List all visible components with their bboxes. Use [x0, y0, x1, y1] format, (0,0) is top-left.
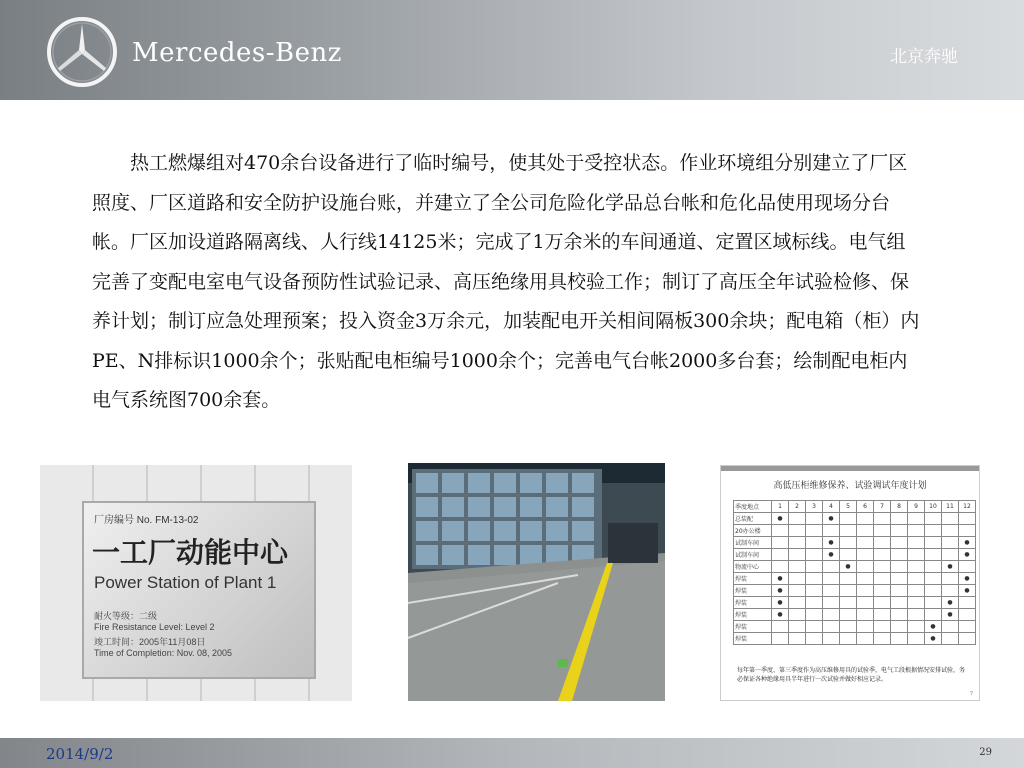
- warehouse-scene: [408, 463, 665, 701]
- plan-empty-cell: [925, 549, 942, 561]
- plan-month-header: 7: [874, 501, 891, 513]
- plan-empty-cell: [891, 573, 908, 585]
- plan-empty-cell: [942, 513, 959, 525]
- plan-row: [734, 525, 976, 537]
- plan-mark-cell: ●: [840, 561, 857, 573]
- plan-month-header: 4: [823, 501, 840, 513]
- plan-empty-cell: [806, 573, 823, 585]
- plan-empty-cell: [908, 621, 925, 633]
- plant-sign: [82, 501, 316, 679]
- plan-mark-cell: ●: [823, 537, 840, 549]
- plan-empty-cell: [823, 609, 840, 621]
- plan-empty-cell: [806, 633, 823, 645]
- plan-month-header: 10: [925, 501, 942, 513]
- plan-empty-cell: [908, 585, 925, 597]
- plan-month-header: 11: [942, 501, 959, 513]
- plan-empty-cell: [908, 597, 925, 609]
- plan-mark-cell: ●: [823, 513, 840, 525]
- plan-month-header: 6: [857, 501, 874, 513]
- sign-date-cn: 竣工时间：2005年11月08日: [94, 637, 206, 647]
- plan-empty-cell: [840, 609, 857, 621]
- plan-row-label: 焊装: [734, 621, 772, 633]
- mercedes-star-logo-icon: [46, 16, 118, 88]
- plan-top-bar: [721, 466, 979, 471]
- plan-month-header: 1: [772, 501, 789, 513]
- plan-empty-cell: [891, 537, 908, 549]
- sign-title-cn: 一工厂动能中心: [92, 537, 289, 568]
- plan-empty-cell: [925, 597, 942, 609]
- plan-empty-cell: [789, 609, 806, 621]
- plan-empty-cell: [772, 537, 789, 549]
- plan-month-header: 12: [959, 501, 976, 513]
- plan-row: [734, 561, 976, 573]
- plan-mark-cell: ●: [772, 597, 789, 609]
- plan-empty-cell: [857, 525, 874, 537]
- plan-empty-cell: [959, 609, 976, 621]
- plan-empty-cell: [942, 621, 959, 633]
- plan-empty-cell: [789, 573, 806, 585]
- plan-empty-cell: [806, 585, 823, 597]
- plan-header-row: [734, 501, 976, 513]
- plan-empty-cell: [891, 525, 908, 537]
- region-label: 北京奔驰: [890, 47, 958, 67]
- plan-empty-cell: [874, 513, 891, 525]
- plan-empty-cell: [874, 633, 891, 645]
- plan-title: 高低压柜维修保养、试验调试年度计划: [773, 481, 927, 491]
- plan-empty-cell: [772, 561, 789, 573]
- plan-empty-cell: [959, 621, 976, 633]
- plan-empty-cell: [789, 585, 806, 597]
- plan-empty-cell: [772, 633, 789, 645]
- plan-empty-cell: [840, 573, 857, 585]
- plan-empty-cell: [925, 537, 942, 549]
- plan-row: [734, 633, 976, 645]
- plan-empty-cell: [823, 633, 840, 645]
- plan-empty-cell: [874, 537, 891, 549]
- plan-row-label: 物流中心: [734, 561, 772, 573]
- plan-empty-cell: [891, 621, 908, 633]
- plan-empty-cell: [806, 537, 823, 549]
- plan-empty-cell: [908, 513, 925, 525]
- plan-empty-cell: [925, 609, 942, 621]
- plan-empty-cell: [806, 561, 823, 573]
- plan-empty-cell: [874, 585, 891, 597]
- plan-empty-cell: [874, 525, 891, 537]
- plan-empty-cell: [823, 525, 840, 537]
- plan-empty-cell: [891, 585, 908, 597]
- plan-empty-cell: [840, 585, 857, 597]
- plan-empty-cell: [789, 549, 806, 561]
- plan-row-label: 焊装: [734, 633, 772, 645]
- plan-mark-cell: ●: [959, 549, 976, 561]
- plan-mark-cell: ●: [959, 573, 976, 585]
- sign-date-en: Time of Completion: Nov. 08, 2005: [94, 648, 233, 658]
- plan-empty-cell: [874, 621, 891, 633]
- plan-empty-cell: [840, 537, 857, 549]
- plan-header-label: 季度地点: [734, 501, 772, 513]
- plan-empty-cell: [772, 621, 789, 633]
- plan-empty-cell: [857, 513, 874, 525]
- plan-month-header: 2: [789, 501, 806, 513]
- plan-empty-cell: [789, 525, 806, 537]
- plan-empty-cell: [908, 537, 925, 549]
- plan-note: 每年第一季度、第三季度作为高压维修用具的试验季，电气工段根据情况安排试验，务必保证各种绝缘用具半年进行一次试验并做好相应记录。: [737, 667, 966, 683]
- rack-stacks: [412, 469, 602, 569]
- plan-row-label: 焊装: [734, 585, 772, 597]
- plan-empty-cell: [789, 633, 806, 645]
- plan-mark-cell: ●: [959, 585, 976, 597]
- plan-empty-cell: [789, 621, 806, 633]
- plan-empty-cell: [874, 561, 891, 573]
- sign-title-en: Power Station of Plant 1: [94, 573, 277, 592]
- plan-row-label: 20办公楼: [734, 525, 772, 537]
- plan-table: [733, 500, 976, 645]
- plan-empty-cell: [925, 561, 942, 573]
- plan-empty-cell: [840, 597, 857, 609]
- plan-empty-cell: [806, 597, 823, 609]
- main-paragraph: 热工燃爆组对470余台设备进行了临时编号，使其处于受控状态。作业环境组分别建立了厂区照度、厂区道路和安全防护设施台账，并建立了全公司危险化学品总台帐和危化品使用现场分台帐。厂区加设道路隔离线、人行线14125米；完成了1万余米的车间通道、定置区域标线。电气组完善了变配电室电气设备预防性试验记录、高压绝缘用具校验工作；制订了高压全年试验检修、保养计划；制订应急处理预案；投入资金3万余元，加装配电开关相间隔板300余块；配电箱（柜）内PE、N排标识1000余个；张贴配电柜编号1000余个；完善电气台帐2000多台套；绘制配电柜内电气系统图700余套。: [92, 152, 920, 411]
- plan-empty-cell: [908, 549, 925, 561]
- plan-mark-cell: ●: [942, 597, 959, 609]
- plan-empty-cell: [806, 621, 823, 633]
- page-number: 29: [979, 747, 992, 758]
- plan-row: [734, 609, 976, 621]
- warehouse-floor-photo: [408, 463, 665, 701]
- plan-mark-cell: ●: [959, 537, 976, 549]
- plan-empty-cell: [908, 525, 925, 537]
- plan-empty-cell: [840, 621, 857, 633]
- plan-empty-cell: [942, 585, 959, 597]
- plan-empty-cell: [857, 597, 874, 609]
- plan-empty-cell: [942, 537, 959, 549]
- plan-empty-cell: [823, 561, 840, 573]
- plan-empty-cell: [823, 573, 840, 585]
- plan-empty-cell: [857, 537, 874, 549]
- plan-row: [734, 585, 976, 597]
- plan-empty-cell: [959, 525, 976, 537]
- plan-mark-cell: ●: [772, 585, 789, 597]
- maintenance-plan-image: [720, 465, 980, 701]
- plan-empty-cell: [789, 537, 806, 549]
- plan-empty-cell: [959, 561, 976, 573]
- plan-empty-cell: [840, 549, 857, 561]
- plan-empty-cell: [857, 561, 874, 573]
- plan-mark-cell: ●: [823, 549, 840, 561]
- plan-empty-cell: [925, 525, 942, 537]
- plan-empty-cell: [942, 573, 959, 585]
- plant-sign-photo: [40, 465, 352, 701]
- plan-empty-cell: [959, 597, 976, 609]
- plan-mark-cell: ●: [772, 513, 789, 525]
- plan-mark-cell: ●: [925, 633, 942, 645]
- plan-empty-cell: [908, 609, 925, 621]
- plan-row-label: 焊装: [734, 609, 772, 621]
- sign-fire-cn: 耐火等级：二级: [94, 611, 158, 621]
- plan-empty-cell: [840, 513, 857, 525]
- plan-row-label: 焊装: [734, 597, 772, 609]
- plan-empty-cell: [823, 597, 840, 609]
- plan-month-header: 3: [806, 501, 823, 513]
- plan-month-header: 5: [840, 501, 857, 513]
- plan-empty-cell: [806, 609, 823, 621]
- footer-bar: [0, 738, 1024, 768]
- plan-empty-cell: [925, 513, 942, 525]
- header-bar: [0, 0, 1024, 100]
- sign-number: 厂房编号 No. FM-13-02: [94, 515, 199, 526]
- plan-row: [734, 513, 976, 525]
- plan-empty-cell: [823, 621, 840, 633]
- plan-empty-cell: [942, 549, 959, 561]
- plan-empty-cell: [840, 525, 857, 537]
- plan-mark-cell: ●: [925, 621, 942, 633]
- plan-month-header: 9: [908, 501, 925, 513]
- plan-empty-cell: [789, 597, 806, 609]
- plan-empty-cell: [806, 513, 823, 525]
- brand-name: Mercedes-Benz: [132, 38, 342, 68]
- plan-empty-cell: [857, 573, 874, 585]
- plan-empty-cell: [806, 549, 823, 561]
- plan-empty-cell: [857, 609, 874, 621]
- sign-fire-en: Fire Resistance Level: Level 2: [94, 622, 215, 632]
- plan-empty-cell: [857, 633, 874, 645]
- plan-empty-cell: [772, 525, 789, 537]
- plan-empty-cell: [789, 561, 806, 573]
- plan-empty-cell: [857, 621, 874, 633]
- plan-empty-cell: [874, 597, 891, 609]
- plan-empty-cell: [925, 573, 942, 585]
- plan-empty-cell: [959, 633, 976, 645]
- plan-empty-cell: [772, 549, 789, 561]
- plan-row-label: 试制车间: [734, 549, 772, 561]
- plan-empty-cell: [891, 609, 908, 621]
- plan-empty-cell: [857, 549, 874, 561]
- plan-empty-cell: [942, 633, 959, 645]
- plan-mark-cell: ●: [772, 573, 789, 585]
- plan-row: [734, 573, 976, 585]
- plan-empty-cell: [891, 561, 908, 573]
- plan-mark-cell: ●: [772, 609, 789, 621]
- plan-empty-cell: [908, 633, 925, 645]
- plan-empty-cell: [840, 633, 857, 645]
- plan-empty-cell: [959, 513, 976, 525]
- plan-empty-cell: [891, 597, 908, 609]
- plan-empty-cell: [891, 633, 908, 645]
- plan-mark-cell: ●: [942, 609, 959, 621]
- footer-date: 2014/9/2: [46, 745, 114, 763]
- plan-empty-cell: [806, 525, 823, 537]
- plan-empty-cell: [874, 573, 891, 585]
- plan-month-header: 8: [891, 501, 908, 513]
- plan-empty-cell: [908, 561, 925, 573]
- plan-empty-cell: [942, 525, 959, 537]
- plan-empty-cell: [891, 513, 908, 525]
- plan-row: [734, 597, 976, 609]
- plan-page: 7: [969, 691, 973, 697]
- plan-row-label: 焊装: [734, 573, 772, 585]
- plan-row: [734, 621, 976, 633]
- plan-empty-cell: [891, 549, 908, 561]
- plan-row-label: 总装配: [734, 513, 772, 525]
- plan-empty-cell: [874, 609, 891, 621]
- plan-empty-cell: [823, 585, 840, 597]
- plan-row-label: 试制车间: [734, 537, 772, 549]
- plan-empty-cell: [908, 573, 925, 585]
- plan-mark-cell: ●: [942, 561, 959, 573]
- plan-empty-cell: [925, 585, 942, 597]
- plan-row: [734, 549, 976, 561]
- plan-row: [734, 537, 976, 549]
- plan-empty-cell: [874, 549, 891, 561]
- plan-empty-cell: [789, 513, 806, 525]
- plan-empty-cell: [857, 585, 874, 597]
